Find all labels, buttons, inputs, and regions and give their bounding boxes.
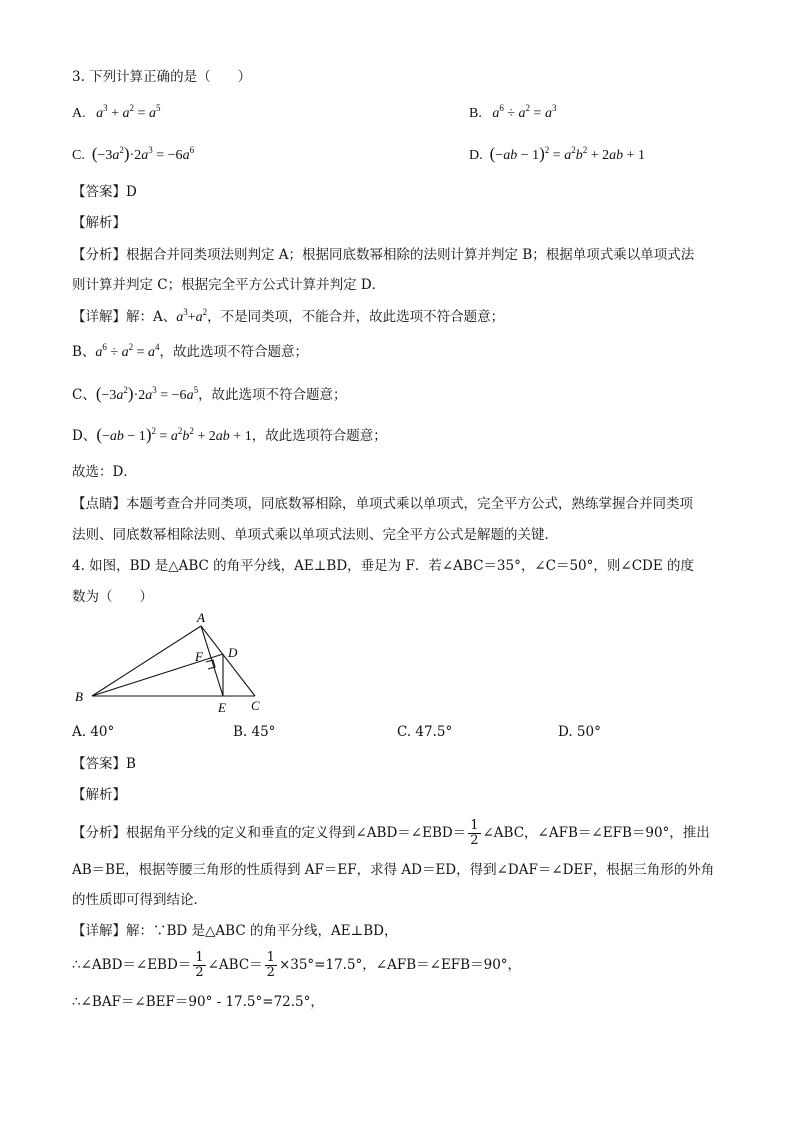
q3-analysis-title: 【解析】 [72,215,126,231]
q4-xiangjie-line-2 [72,950,521,980]
q3-line-d-prefix: D、 [72,428,97,444]
fraction-half: $\frac{1}{2}$ [266,950,275,980]
q3-line-c-prefix: C、 [72,387,96,403]
fraction-half: $\frac{1}{2}$ [470,818,479,848]
q4-fenxi-part-a: 【分析】根据角平分线的定义和垂直的定义得到∠ABD＝∠EBD＝ [72,825,467,841]
q3-line-d [72,425,387,447]
q4-xiangjie-line-3: ∴∠BAF＝∠BEF＝90° - 17.5°=72.5°， [72,994,324,1010]
q4-fenxi-line-3: 的性质即可得到结论． [72,892,207,908]
q3-line-c [72,384,347,406]
q3-fenxi-line-2: 则计算并判定 C；根据完全平方公式计算并判定 D． [72,277,386,293]
q4-answer: 【答案】B [72,756,136,772]
q3-xiangjie-expr-a: $a^3+a^2$ [176,307,208,325]
q3-option-a-label: A. [72,106,86,121]
q3-option-b-label: B. [469,106,482,121]
q4-xiangjie-part-a: ∴∠ABD＝∠EBD＝ [72,957,192,973]
label-f: F [195,649,203,664]
q3-dianjing-line-1: 【点睛】本题考查合并同类项，同底数幂相除，单项式乘以单项式，完全平方公式，熟练掌握合并同类项 [72,496,693,512]
q4-fenxi-line-1 [72,818,710,848]
q3-line-b-suffix: ，故此选项不符合题意； [159,344,309,360]
q3-xiangjie-line-1 [72,307,504,328]
q4-analysis-title: 【解析】 [72,787,126,803]
q4-option-a: A. 40° [72,724,115,740]
q3-line-d-expr: $(-ab - 1)^2 = a^2b^2 + 2ab + 1$ [96,425,252,444]
q3-option-d-label: D. [469,148,483,163]
segment-ab [92,626,201,696]
q4-option-d: D. 50° [558,724,601,740]
q3-line-c-expr: $(-3a^2)\cdot 2a^3 = -6a^5$ [95,384,199,403]
q3-options-cd [72,144,722,166]
q4-xiangjie-line-1: 【详解】解：∵BD 是△ABC 的角平分线，AE⊥BD， [72,923,398,939]
q3-line-b-prefix: B、 [72,344,96,360]
q3-line-b-expr: $a^6 \div a^2 = a^4$ [95,342,160,360]
q3-choose: 故选：D． [72,464,137,480]
q3-answer: 【答案】D [72,184,137,200]
q3-option-c-label: C. [72,148,85,163]
q3-line-b [72,342,308,363]
q4-option-c: C. 47.5° [397,724,453,740]
label-b: B [75,689,83,704]
q4-fenxi-line-2: AB＝BE，根据等腰三角形的性质得到 AF＝EF，求得 AD＝ED，得到∠DAF＝∠DEF，根据三角形的外角 [72,862,715,878]
label-e: E [218,700,226,715]
q3-options-ab [72,104,722,124]
q3-option-a-expr: $a^3 + a^2 = a^5$ [96,103,161,121]
q4-fenxi-part-b: ∠ABC，∠AFB＝∠EFB＝90°，推出 [482,825,710,841]
segment-ae [201,626,223,696]
q4-option-b: B. 45° [233,724,276,740]
q3-option-c-expr: $(-3a^2)\cdot 2a^3 = -6a^6$ [91,144,195,163]
q3-option-b-expr: $a^6 \div a^2 = a^3$ [492,103,557,121]
q4-xiangjie-part-b: ∠ABC＝ [207,957,263,973]
q3-line-d-suffix: ，故此选项符合题意； [251,428,387,444]
q3-stem: 3. 下列计算正确的是（ ） [72,69,252,85]
q3-option-d-expr: $(-ab - 1)^2 = a^2b^2 + 2ab + 1$ [489,144,645,163]
label-a: A [197,610,205,625]
q4-xiangjie-part-c: ×35°=17.5°，∠AFB＝∠EFB＝90°， [278,957,522,973]
q4-triangle-figure [60,608,290,718]
q3-line-c-suffix: ，故此选项不符合题意； [198,387,347,403]
segment-bd [92,654,223,696]
q3-xiangjie-suffix: ，不是同类项，不能合并，故此选项不符合题意； [207,309,505,325]
fraction-half: $\frac{1}{2}$ [195,950,204,980]
q4-stem-line-1: 4. 如图，BD 是△ABC 的角平分线，AE⊥BD，垂足为 F．若∠ABC＝35°，∠C＝50°，则∠CDE 的度 [72,558,695,574]
q3-fenxi-line-1: 【分析】根据合并同类项法则判定 A；根据同底数幂相除的法则计算并判定 B；根据单项式乘以单项式法 [72,247,695,263]
q3-xiangjie-prefix: 【详解】解：A、 [72,309,177,325]
label-d: D [228,645,238,660]
label-c: C [251,698,260,713]
q4-stem-line-2: 数为（ ） [72,589,153,605]
q3-dianjing-line-2: 法则、同底数幂相除法则、单项式乘以单项式法则、完全平方公式是解题的关键． [72,527,558,543]
